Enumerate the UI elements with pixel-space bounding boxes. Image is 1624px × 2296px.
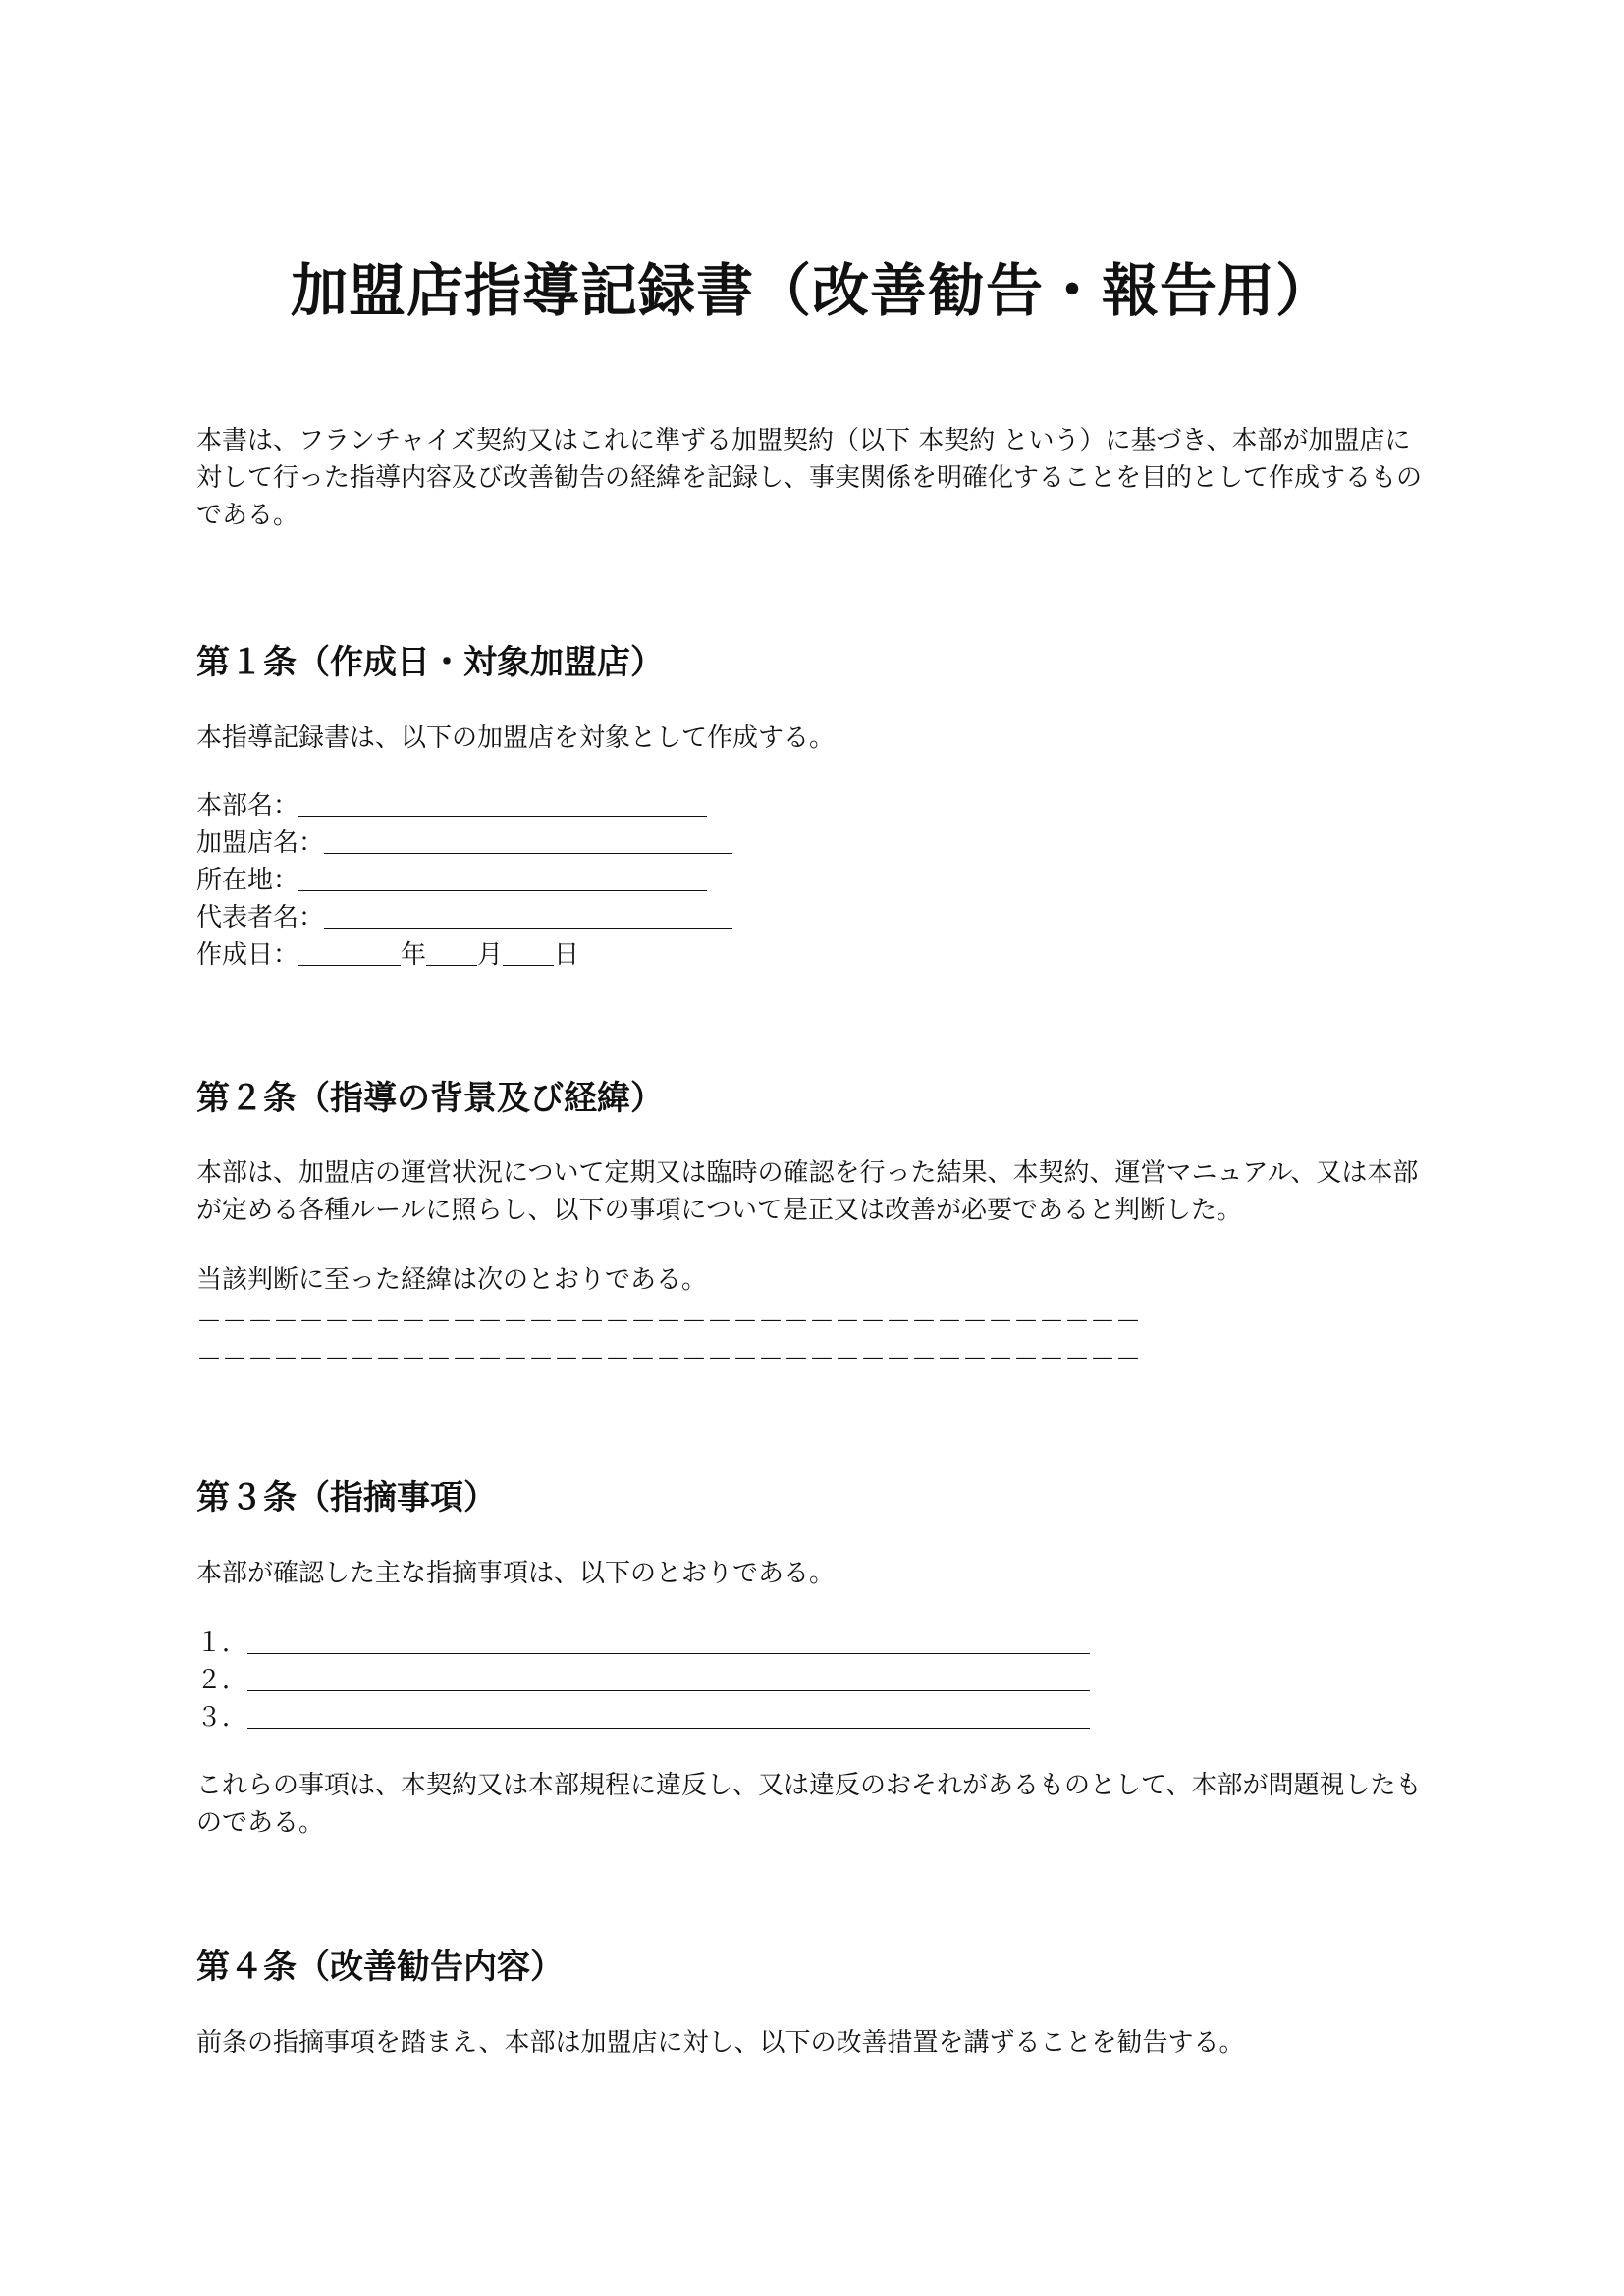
article-1-heading: 第１条（作成日・対象加盟店）: [196, 643, 664, 682]
document-title: 加盟店指導記録書（改善勧告・報告用）: [290, 257, 1333, 324]
intro-paragraph: 本書は、フランチャイズ契約又はこれに準ずる加盟契約（以下 本契約 という）に基づき、本部が加盟店に対して行った指導内容及び改善勧告の経緯を記録し、事実関係を明確化することを目的として作成するものである。: [196, 426, 1423, 530]
field-address: 所在地：＿＿＿＿＿＿＿＿＿＿＿＿＿＿＿＿: [196, 866, 708, 895]
article-2-text: 本部は、加盟店の運営状況について定期又は臨時の確認を行った結果、本契約、運営マニュアル、又は本部が定める各種ルールに照らし、以下の事項について是正又は改善が必要であると判断した。: [196, 1158, 1419, 1225]
list-item: ３．＿＿＿＿＿＿＿＿＿＿＿＿＿＿＿＿＿＿＿＿＿＿＿＿＿＿＿＿＿＿＿＿＿: [196, 1703, 1091, 1733]
article-3-heading: 第３条（指摘事項）: [196, 1478, 497, 1518]
article-1-text: 本指導記録書は、以下の加盟店を対象として作成する。: [196, 723, 836, 753]
blank-line: －－－－－－－－－－－－－－－－－－－－－－－－－－－－－－－－－－－－－: [196, 1345, 1142, 1374]
list-item: ２．＿＿＿＿＿＿＿＿＿＿＿＿＿＿＿＿＿＿＿＿＿＿＿＿＿＿＿＿＿＿＿＿＿: [196, 1666, 1091, 1695]
list-item: １．＿＿＿＿＿＿＿＿＿＿＿＿＿＿＿＿＿＿＿＿＿＿＿＿＿＿＿＿＿＿＿＿＿: [196, 1629, 1091, 1658]
article-3-items: [196, 1625, 1090, 1736]
article-4-text: 前条の指摘事項を踏まえ、本部は加盟店に対し、以下の改善措置を講ずることを勧告する。: [196, 2028, 1245, 2057]
article-2-text-2: 当該判断に至った経緯は次のとおりである。: [196, 1265, 708, 1295]
article-3-text-2: これらの事項は、本契約又は本部規程に違反し、又は違反のおそれがあるものとして、本部が問題視したものである。: [196, 1771, 1422, 1838]
field-representative-name: 代表者名：＿＿＿＿＿＿＿＿＿＿＿＿＿＿＿＿: [196, 903, 733, 933]
article-2-heading: 第２条（指導の背景及び経緯）: [196, 1079, 664, 1118]
article-3-text: 本部が確認した主な指摘事項は、以下のとおりである。: [196, 1559, 836, 1588]
field-franchisee-name: 加盟店名：＿＿＿＿＿＿＿＿＿＿＿＿＿＿＿＿: [196, 828, 733, 858]
article-4-heading: 第４条（改善勧告内容）: [196, 1948, 564, 1987]
article-2-blank-lines: [196, 1304, 1141, 1378]
blank-line: －－－－－－－－－－－－－－－－－－－－－－－－－－－－－－－－－－－－－: [196, 1308, 1142, 1337]
field-headquarters-name: 本部名：＿＿＿＿＿＿＿＿＿＿＿＿＿＿＿＿: [196, 791, 708, 821]
article-1-fields: [196, 787, 732, 974]
field-creation-date: 作成日：＿＿＿＿年＿＿月＿＿日: [196, 940, 580, 970]
